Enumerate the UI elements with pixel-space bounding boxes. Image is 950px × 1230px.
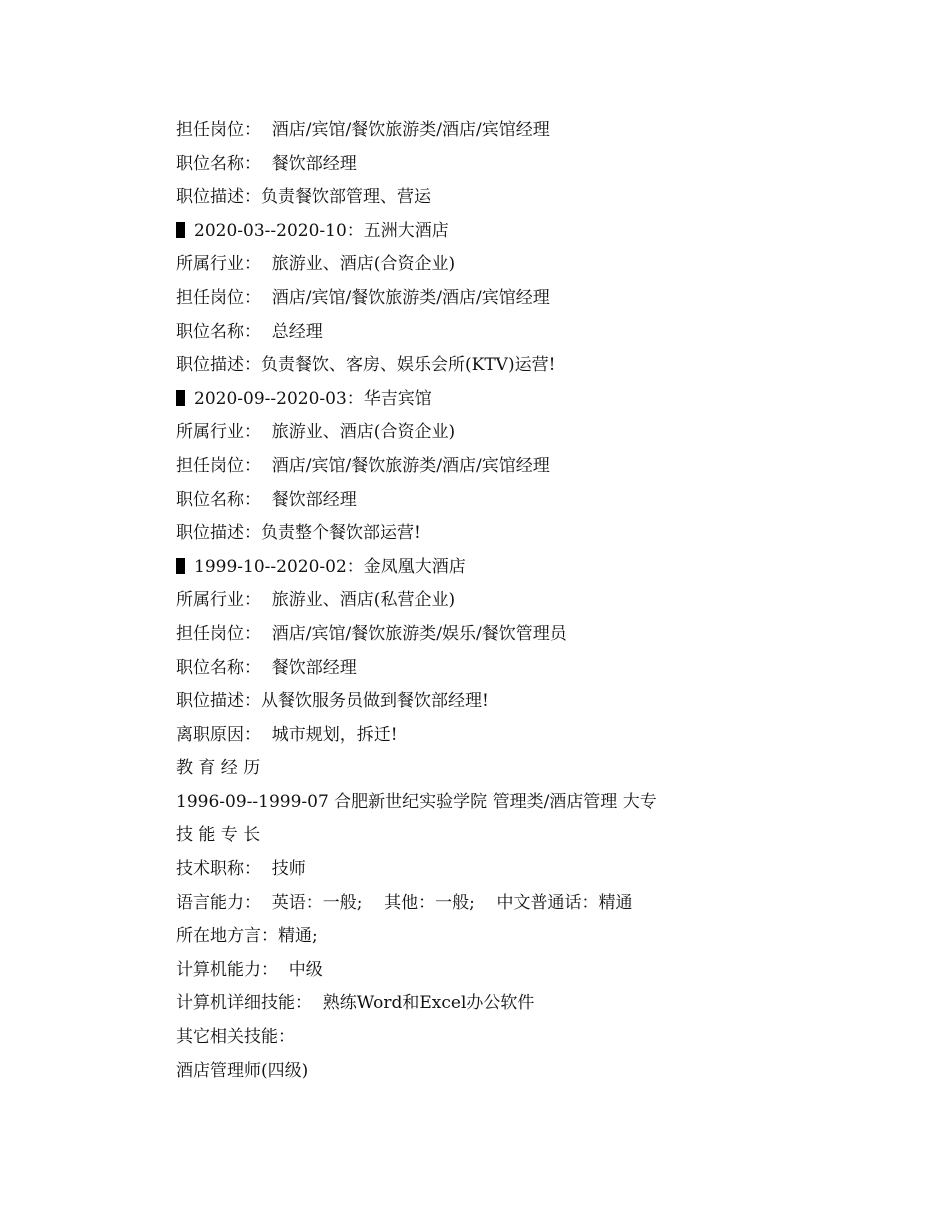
line-text: 1999-10--2020-02：金凤凰大酒店 — [194, 556, 466, 577]
job-entry-heading — [176, 551, 876, 585]
line-text: 所属行业： 旅游业、酒店(合资企业) — [176, 422, 456, 443]
line-text: 其它相关技能： — [176, 1027, 295, 1048]
line-text: 2020-03--2020-10：五洲大酒店 — [194, 220, 449, 241]
bullet-block-icon — [176, 390, 185, 406]
text-line — [176, 114, 876, 148]
text-line — [176, 887, 876, 921]
line-text: 职位名称： 餐饮部经理 — [176, 489, 357, 510]
resume-body — [176, 114, 876, 1088]
text-line — [176, 719, 876, 753]
line-text: 担任岗位： 酒店/宾馆/餐饮旅游类/酒店/宾馆经理 — [176, 455, 550, 476]
line-text: 教 育 经 历 — [176, 758, 261, 779]
line-text: 所在地方言：精通; — [176, 926, 318, 947]
text-line — [176, 484, 876, 518]
line-text: 2020-09--2020-03：华吉宾馆 — [194, 388, 432, 409]
line-text: 所属行业： 旅游业、酒店(私营企业) — [176, 590, 456, 611]
text-line — [176, 987, 876, 1021]
text-line — [176, 181, 876, 215]
text-line — [176, 920, 876, 954]
line-text: 职位描述：负责餐饮部管理、营运 — [176, 187, 431, 208]
line-text: 酒店管理师(四级) — [176, 1060, 309, 1081]
line-text: 职位名称： 总经理 — [176, 321, 323, 342]
text-line — [176, 1055, 876, 1089]
text-line — [176, 1021, 876, 1055]
line-text: 离职原因： 城市规划，拆迁! — [176, 724, 398, 745]
text-line — [176, 685, 876, 719]
bullet-block-icon — [176, 558, 185, 574]
line-text: 职位名称： 餐饮部经理 — [176, 153, 357, 174]
bullet-block-icon — [176, 222, 185, 238]
job-entry-heading — [176, 215, 876, 249]
text-line — [176, 954, 876, 988]
text-line — [176, 819, 876, 853]
text-line — [176, 853, 876, 887]
line-text: 职位描述：从餐饮服务员做到餐饮部经理! — [176, 691, 489, 712]
line-text: 担任岗位： 酒店/宾馆/餐饮旅游类/娱乐/餐饮管理员 — [176, 623, 567, 644]
line-text: 1996-09--1999-07 合肥新世纪实验学院 管理类/酒店管理 大专 — [176, 791, 657, 812]
line-text: 担任岗位： 酒店/宾馆/餐饮旅游类/酒店/宾馆经理 — [176, 287, 550, 308]
text-line — [176, 786, 876, 820]
job-entry-heading — [176, 383, 876, 417]
text-line — [176, 450, 876, 484]
line-text: 所属行业： 旅游业、酒店(合资企业) — [176, 254, 456, 275]
line-text: 职位描述：负责餐饮、客房、娱乐会所(KTV)运营! — [176, 355, 556, 376]
line-text: 技 能 专 长 — [176, 825, 261, 846]
text-line — [176, 282, 876, 316]
text-line — [176, 416, 876, 450]
line-text: 技术职称： 技师 — [176, 859, 306, 880]
line-text: 计算机详细技能： 熟练Word和Excel办公软件 — [176, 993, 535, 1014]
text-line — [176, 349, 876, 383]
line-text: 担任岗位： 酒店/宾馆/餐饮旅游类/酒店/宾馆经理 — [176, 120, 550, 140]
line-text: 职位描述：负责整个餐饮部运营! — [176, 523, 421, 544]
text-line — [176, 148, 876, 182]
text-line — [176, 618, 876, 652]
text-line — [176, 584, 876, 618]
line-text: 计算机能力： 中级 — [176, 959, 323, 980]
line-text: 职位名称： 餐饮部经理 — [176, 657, 357, 678]
text-line — [176, 517, 876, 551]
text-line — [176, 752, 876, 786]
text-line — [176, 248, 876, 282]
line-text: 语言能力： 英语：一般; 其他：一般; 中文普通话：精通 — [176, 892, 633, 913]
text-line — [176, 316, 876, 350]
text-line — [176, 652, 876, 686]
